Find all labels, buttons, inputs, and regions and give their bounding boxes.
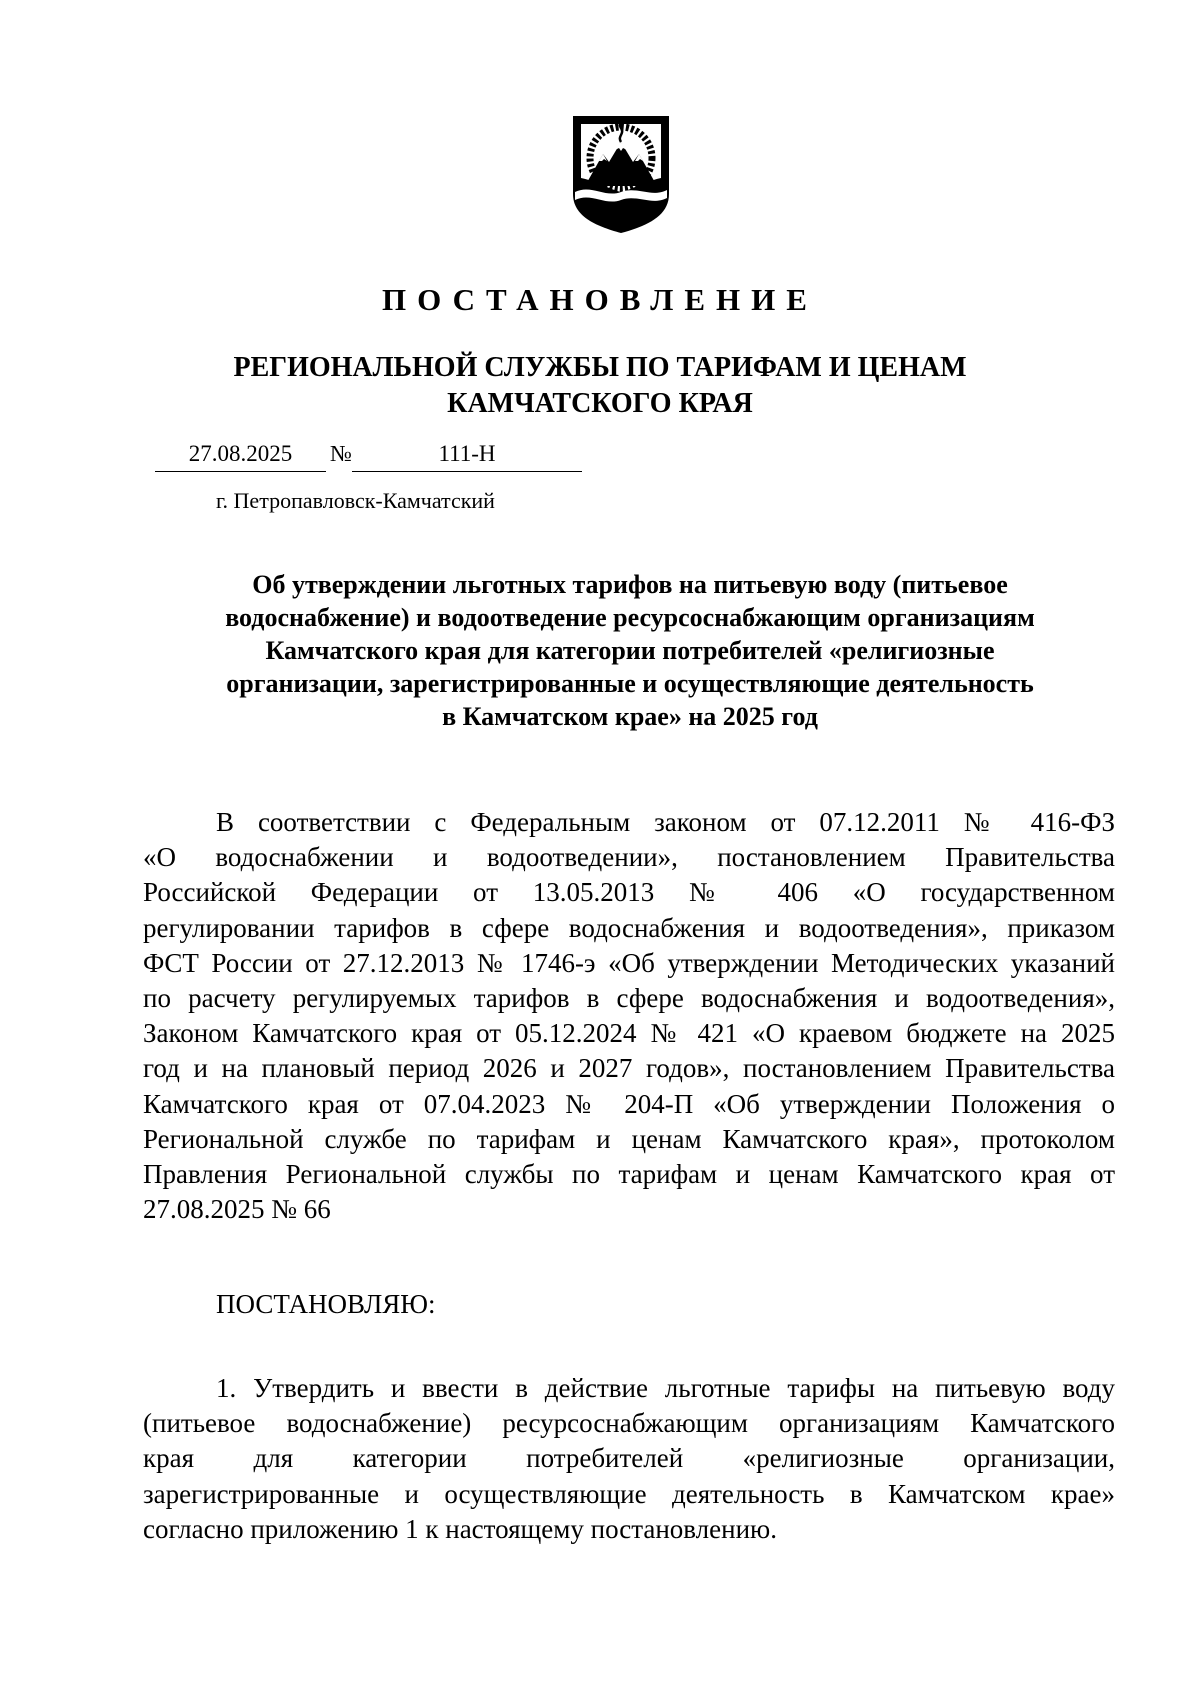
item-1-line: зарегистрированные и осуществляющие деятельность в Камчатском крае» xyxy=(143,1478,1115,1509)
preamble-line: Правления Региональной службы по тарифам и ценам Камчатского края от xyxy=(143,1158,1115,1189)
preamble-line: регулировании тарифов в сфере водоснабжения и водоотведения», приказом xyxy=(143,912,1115,943)
item-1-line: (питьевое водоснабжение) ресурсоснабжающим организациям Камчатского xyxy=(143,1408,1115,1439)
title-line: Об утверждении льготных тарифов на питьевую воду (питьевое xyxy=(252,570,1008,599)
item-1-paragraph xyxy=(143,1371,1115,1547)
document-title xyxy=(150,568,1110,733)
issuing-authority xyxy=(0,350,1200,422)
preamble-line: 27.08.2025 № 66 xyxy=(143,1194,331,1225)
title-line: организации, зарегистрированные и осуществляющие деятельность xyxy=(226,669,1034,698)
decree-word: ПОСТАНОВЛЯЮ: xyxy=(216,1289,436,1319)
preamble-paragraph xyxy=(143,805,1115,1227)
item-1-line: 1. Утвердить и ввести в действие льготные тарифы на питьевую воду xyxy=(216,1373,1115,1403)
document-type-heading: ПОСТАНОВЛЕНИЕ xyxy=(382,282,818,317)
preamble-line: Российской Федерации от 13.05.2013 № 406 «О государственном xyxy=(143,877,1115,908)
preamble-line: Региональной службе по тарифам и ценам Камчатского края», протоколом xyxy=(143,1123,1115,1154)
preamble-line: «О водоснабжении и водоотведении», постановлением Правительства xyxy=(143,842,1115,873)
issue-city: г. Петропавловск-Камчатский xyxy=(216,488,495,513)
kamchatka-coat-of-arms-icon xyxy=(571,112,671,235)
preamble-line: Законом Камчатского края от 05.12.2024 № 421 «О краевом бюджете на 2025 xyxy=(143,1018,1115,1049)
title-line: водоснабжение) и водоотведение ресурсоснабжающим организациям xyxy=(225,603,1035,632)
title-line: в Камчатском крае» на 2025 год xyxy=(442,702,818,731)
preamble-line: по расчету регулируемых тарифов в сфере водоснабжения и водоотведения», xyxy=(143,982,1115,1013)
preamble-line: Камчатского края от 07.04.2023 № 204-П «Об утверждении Положения о xyxy=(143,1088,1115,1119)
document-date: 27.08.2025 xyxy=(155,437,326,472)
preamble-line: В соответствии с Федеральным законом от 07.12.2011 № 416-ФЗ xyxy=(216,807,1115,837)
preamble-line: год и на плановый период 2026 и 2027 годов», постановлением Правительства xyxy=(143,1053,1115,1084)
preamble-line: ФСТ России от 27.12.2013 № 1746-э «Об утверждении Методических указаний xyxy=(143,947,1115,978)
item-1-line: края для категории потребителей «религиозные организации, xyxy=(143,1443,1115,1474)
coat-of-arms-emblem xyxy=(571,112,671,235)
item-1-line: согласно приложению 1 к настоящему постановлению. xyxy=(143,1513,777,1544)
document-number: 111-Н xyxy=(352,437,582,472)
title-line: Камчатского края для категории потребителей «религиозные xyxy=(265,636,995,665)
authority-line: РЕГИОНАЛЬНОЙ СЛУЖБЫ ПО ТАРИФАМ И ЦЕНАМ xyxy=(233,352,967,383)
authority-line: КАМЧАТСКОГО КРАЯ xyxy=(447,388,753,419)
number-sign: № xyxy=(330,441,352,466)
